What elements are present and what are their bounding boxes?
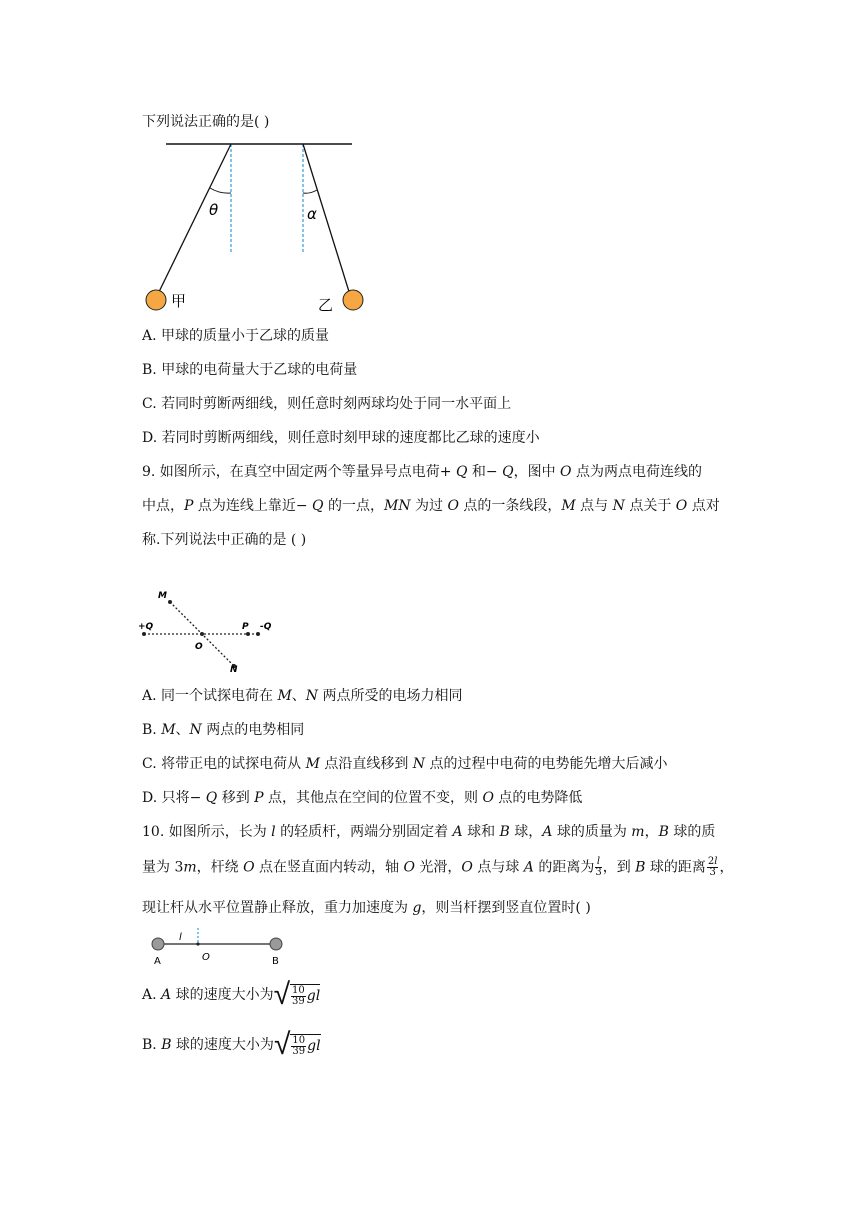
q10-option-a <box>142 977 321 1012</box>
q8-stem-tail: 下列说法正确的是( ) <box>142 114 270 130</box>
label-minus-q: -Q <box>260 622 272 632</box>
angle-arc-theta <box>210 188 231 193</box>
q9-option-a: A. 同一个试探电荷在 𝑀、𝑁 两点所受的电场力相同 <box>142 688 463 704</box>
sqrt-expression-a <box>273 977 321 1012</box>
q9-option-d: D. 只将− 𝑄 移到 𝑃 点，其他点在空间的位置不变，则 𝑂 点的电势降低 <box>142 790 583 806</box>
radical-sign: √ <box>273 977 291 1012</box>
q9-charges-figure <box>138 588 278 674</box>
q10-stem-line2 <box>142 857 733 878</box>
q10-line2-part-c: ， <box>719 859 734 876</box>
frac2-denominator: 3 <box>709 867 716 878</box>
fraction-2l-over-3 <box>707 857 719 878</box>
charge-plus <box>142 632 146 636</box>
pivot-o <box>196 942 199 945</box>
angle-arc-alpha <box>303 190 317 193</box>
charge-minus <box>256 632 260 636</box>
q9-option-c: C. 将带正电的试探电荷从 𝑀 点沿直线移到 𝑁 点的过程中电荷的电势能先增大后减小 <box>142 756 668 772</box>
ball-left-label: 甲 <box>171 292 187 310</box>
fraction-l-over-3 <box>595 857 601 878</box>
label-o: O <box>195 642 203 652</box>
sqrt-a-tail: 𝑔𝑙 <box>306 988 321 1004</box>
ball-a <box>152 938 164 950</box>
label-b: B <box>272 956 279 967</box>
ball-b <box>270 938 282 950</box>
label-n: N <box>230 665 238 674</box>
label-m: M <box>158 591 167 601</box>
q8-option-a: A. 甲球的质量小于乙球的质量 <box>142 328 330 344</box>
sqrt-b-denominator: 39 <box>292 1045 306 1057</box>
label-plus-q: +Q <box>138 622 154 632</box>
q10-stem-line3: 现让杆从水平位置静止释放，重力加速度为 𝑔，则当杆摆到竖直位置时( ) <box>142 900 591 916</box>
label-a: A <box>154 956 161 967</box>
q8-option-c: C. 若同时剪断两细线，则任意时刻两球均处于同一水平面上 <box>142 396 512 412</box>
frac1-numerator: 𝑙 <box>596 856 601 867</box>
q10-line2-part-b: ，到 𝐵 球的距离 <box>602 859 706 876</box>
frac2-numerator: 2𝑙 <box>707 856 718 867</box>
frac1-denominator: 3 <box>595 867 602 878</box>
point-o <box>200 632 204 636</box>
q10-rod-figure <box>146 926 296 968</box>
q8-option-d: D. 若同时剪断两细线，则任意时刻甲球的速度都比乙球的速度小 <box>142 430 540 446</box>
q10-line2-part-a: 量为 3𝑚，杆绕 𝑂 点在竖直面内转动，轴 𝑂 光滑，𝑂 点与球 𝐴 的距离为 <box>142 859 595 876</box>
sqrt-expression-b <box>273 1027 321 1062</box>
label-l: l <box>179 932 182 943</box>
q8-pendulum-figure <box>140 136 380 318</box>
sqrt-b-tail: 𝑔𝑙 <box>307 1038 321 1054</box>
label-p: P <box>242 622 249 632</box>
alpha-label: α <box>307 205 317 223</box>
point-m <box>168 600 172 604</box>
q10-option-b-prefix: B. 𝐵 球的速度大小为 <box>142 1037 274 1053</box>
radical-sign: √ <box>273 1027 291 1062</box>
q9-stem-line1: 9. 如图所示，在真空中固定两个等量异号点电荷+ 𝑄 和− 𝑄，图中 𝑂 点为两点电荷连线的 <box>142 464 702 480</box>
ball-right <box>343 290 363 310</box>
sqrt-a-numerator: 10 <box>292 984 305 996</box>
q9-stem-line2: 中点，𝑃 点为连线上靠近− 𝑄 的一点，𝑀𝑁 为过 𝑂 点的一条线段，𝑀 点与 𝑁 点关于 𝑂 点对 <box>142 498 720 514</box>
point-p <box>246 632 250 636</box>
q8-option-b: B. 甲球的电荷量大于乙球的电荷量 <box>142 362 358 378</box>
theta-label: θ <box>209 201 219 219</box>
sqrt-b-numerator: 10 <box>292 1034 306 1046</box>
q10-option-a-prefix: A. 𝐴 球的速度大小为 <box>142 987 274 1003</box>
q9-option-b: B. 𝑀、𝑁 两点的电势相同 <box>142 722 305 738</box>
label-o-rod: O <box>202 952 210 963</box>
string-left <box>156 144 231 298</box>
q10-stem-line1: 10. 如图所示，长为 𝑙 的轻质杆，两端分别固定着 𝐴 球和 𝐵 球，𝐴 球的质量为 𝑚，𝐵 球的质 <box>142 824 716 840</box>
ball-left <box>146 290 166 310</box>
ball-right-label: 乙 <box>318 296 334 314</box>
q9-stem-line3: 称.下列说法中正确的是 ( ) <box>142 532 307 548</box>
sqrt-a-denominator: 39 <box>292 995 305 1007</box>
q10-option-b <box>142 1027 321 1062</box>
